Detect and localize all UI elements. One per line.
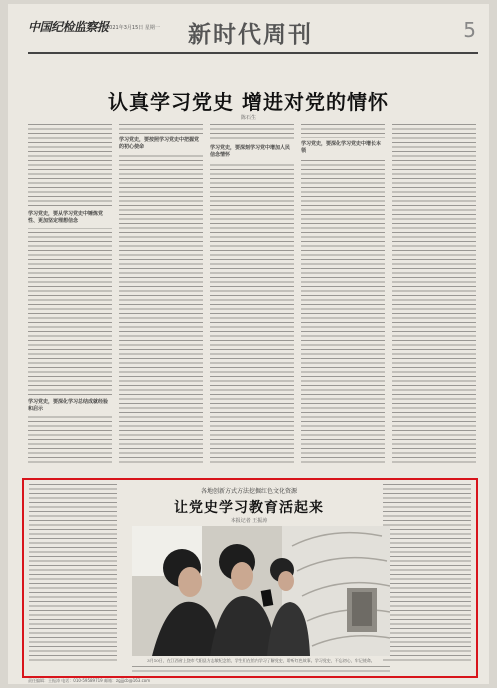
feature-kicker: 各地创新方式方法挖掘红色文化资源 — [200, 488, 297, 495]
section-subhead: 学习党史，要从学习党史中锤炼党性、更加坚定理想信念 — [28, 208, 112, 228]
text-column — [28, 124, 112, 464]
page-number: 5 — [463, 18, 476, 42]
issue-date: 2021年3月15日 星期一 — [106, 25, 160, 31]
newspaper-logo: 中国纪检监察报 — [28, 20, 109, 34]
text-column — [392, 124, 476, 464]
masthead-rule — [28, 52, 478, 54]
students-reading-photo — [132, 526, 390, 656]
section-subhead: 学习党史，要深化学习总结成就经验和启示 — [28, 396, 112, 416]
section-subhead: 学习党史，要按照学习党史中把握党的初心使命 — [119, 134, 203, 154]
photo-caption: 3月10日，在江西省上饶市弋阳县方志敏纪念馆，学生们在馆内学习了解党史，聆听红色故事。学习党史，不忘初心，牢记使命。 — [147, 658, 375, 663]
page-footer: 责任编辑：王振涛 电话：010-59589719 邮箱：zgjjjcb@163.com — [28, 678, 151, 683]
section-subhead: 学习党史，要深化学习党史中增长本领 — [301, 138, 385, 158]
feature-photo — [132, 526, 390, 656]
feature-headline: 让党史学习教育活起来 — [174, 500, 324, 516]
main-headline: 认真学习党史 增进对党的情怀 — [108, 90, 389, 114]
main-byline: 陈石生 — [240, 115, 256, 121]
section-title: 新时代周刊 — [188, 21, 313, 48]
text-column — [301, 124, 385, 464]
text-column — [119, 124, 203, 464]
newspaper-page — [8, 4, 489, 684]
feature-byline: 本报记者 王振涛 — [230, 518, 268, 524]
main-article-body — [28, 124, 478, 474]
section-subhead: 学习党史，要深刻学习党中增加人民信念情怀 — [210, 142, 294, 162]
highlighted-feature-article — [22, 478, 478, 678]
feature-text-left — [29, 484, 117, 664]
masthead — [28, 14, 478, 60]
text-column — [210, 124, 294, 464]
feature-text-right — [383, 484, 471, 664]
feature-text-bottom — [132, 666, 390, 674]
